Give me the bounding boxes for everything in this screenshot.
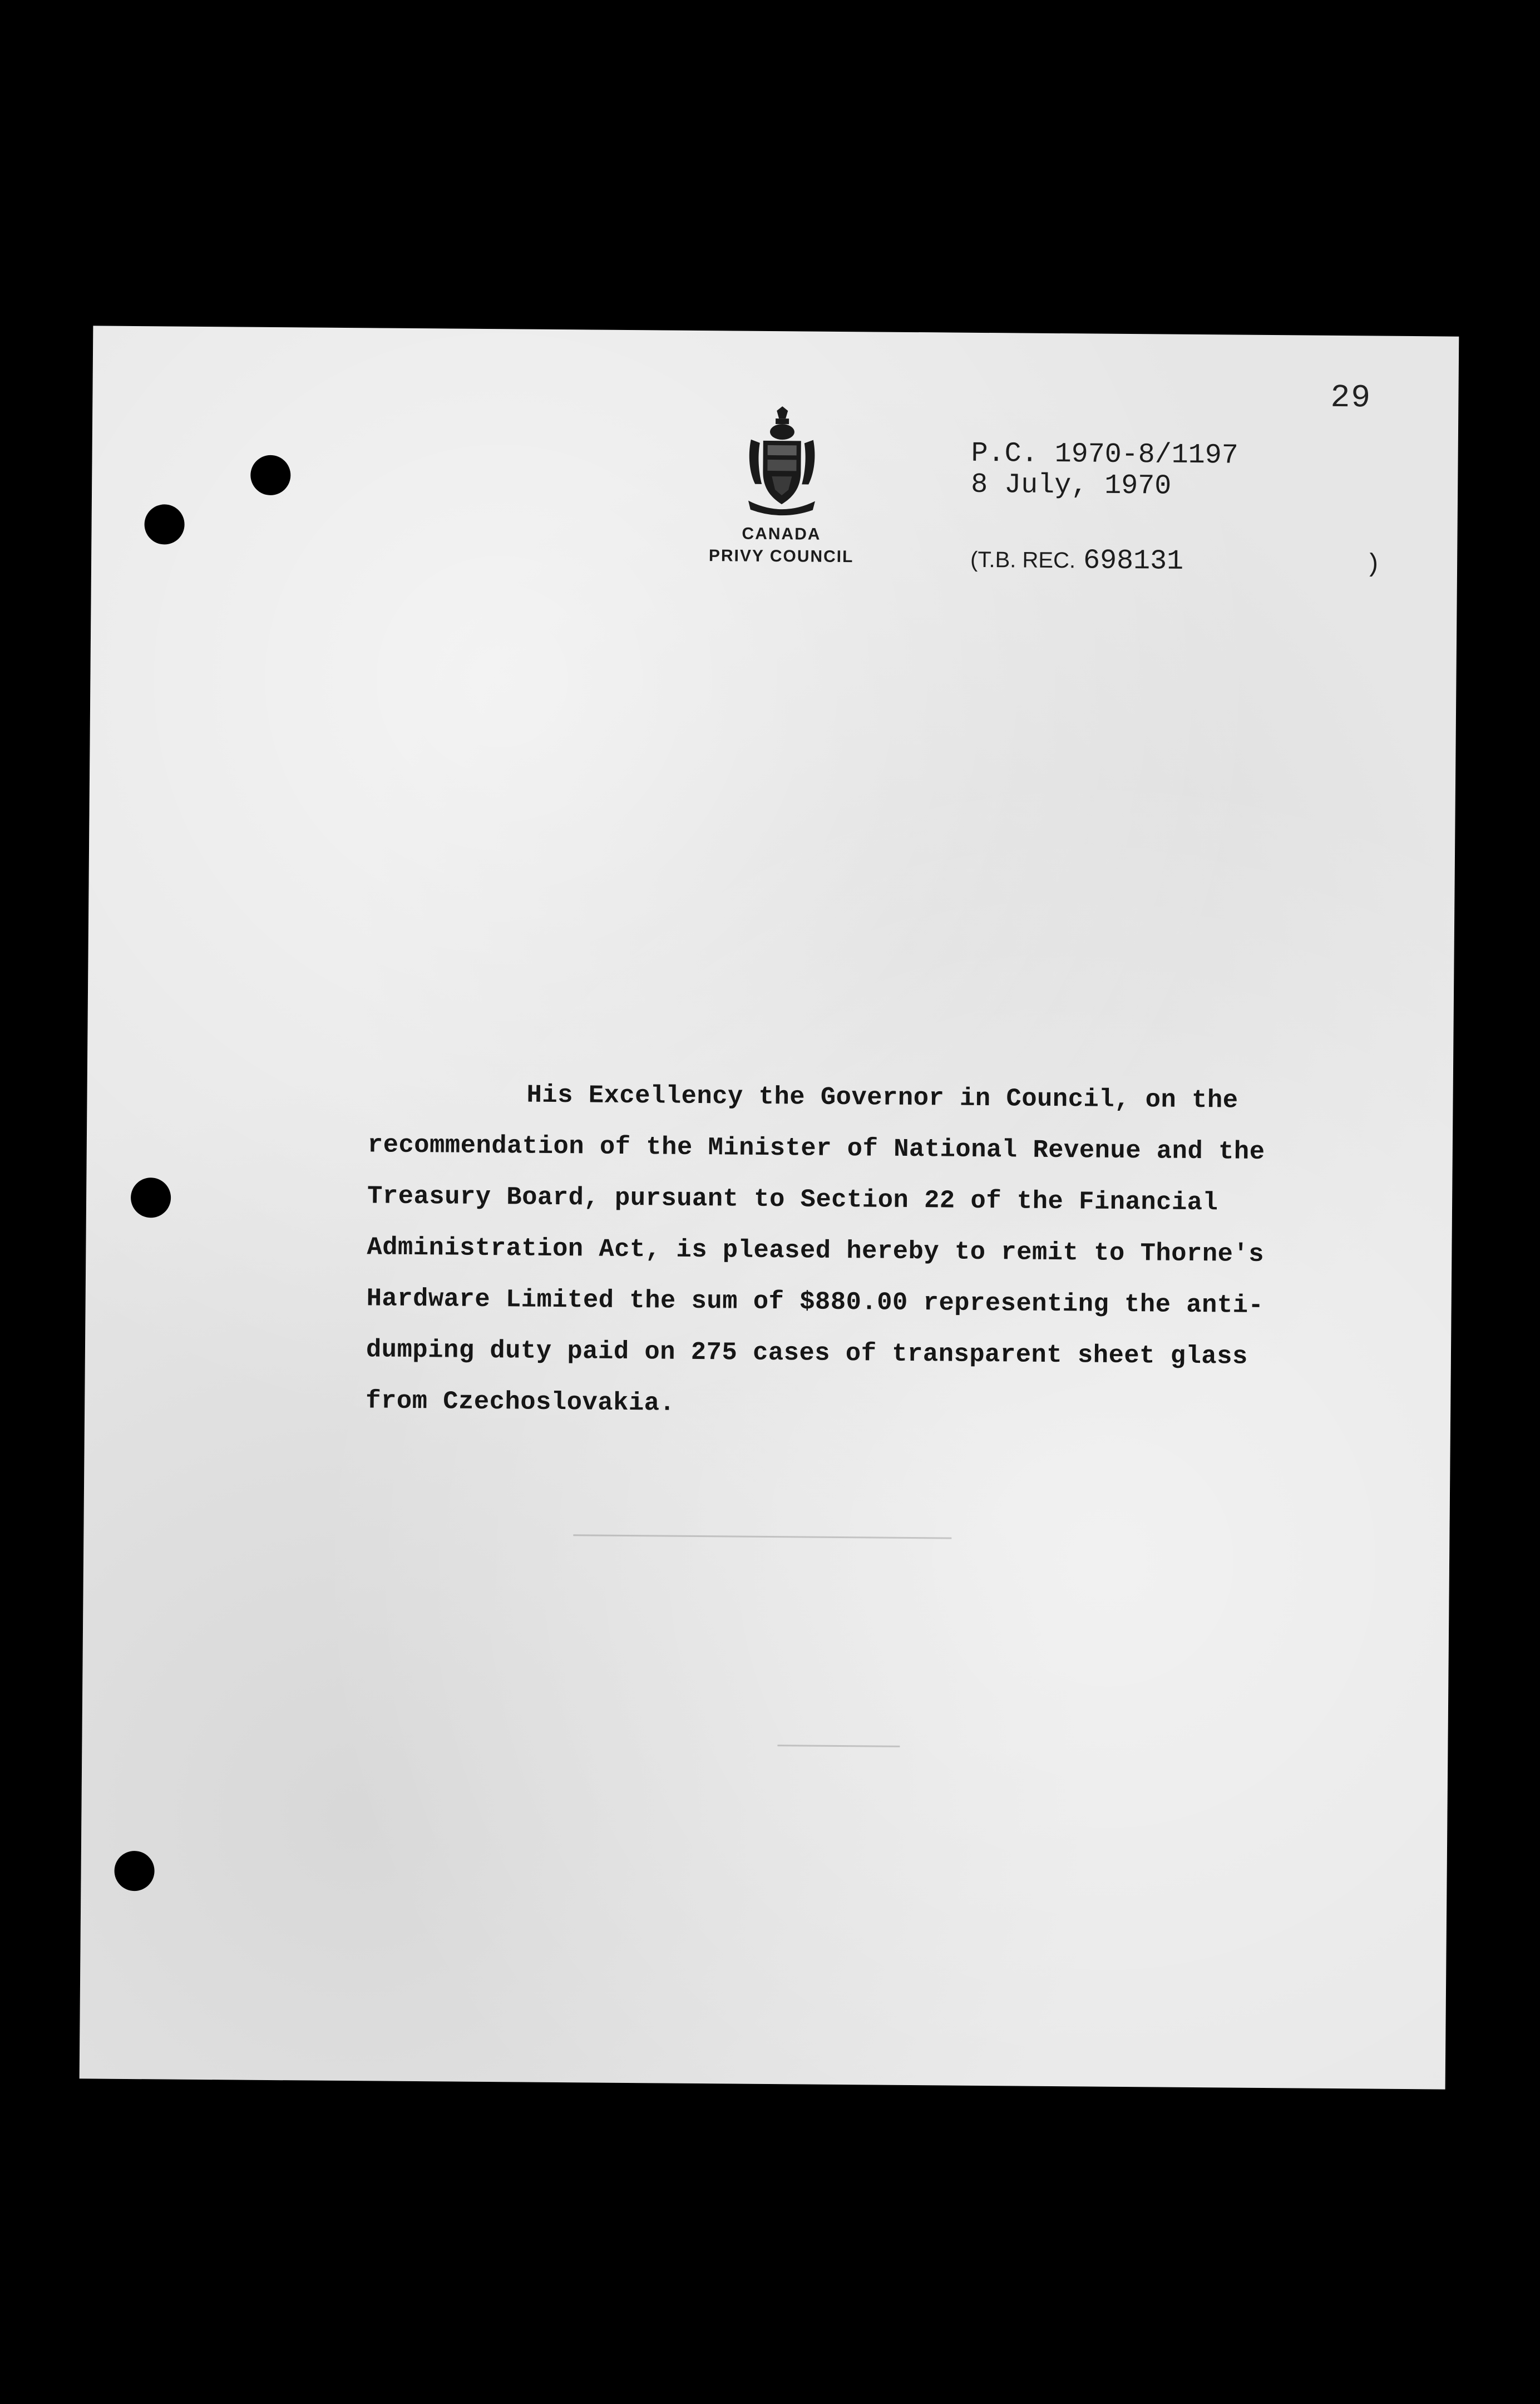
body-line: Hardware Limited the sum of $880.00 representing the anti-	[366, 1284, 1264, 1320]
order-number: P.C. 1970-8/1197	[971, 437, 1238, 472]
punch-hole	[250, 455, 291, 496]
agency-body: PRIVY COUNCIL	[708, 546, 854, 566]
order-date: 8 July, 1970	[970, 469, 1172, 503]
agency-block	[670, 523, 893, 569]
tb-rec-label: (T.B. REC.	[970, 547, 1076, 573]
body-line: Treasury Board, pursuant to Section 22 of the Financial	[367, 1181, 1218, 1218]
body-line: Administration Act, is pleased hereby to remit to Thorne's	[367, 1233, 1265, 1269]
page-number: 29	[1330, 380, 1372, 417]
paper-mark	[777, 1745, 900, 1747]
punch-hole	[114, 1851, 155, 1891]
coat-of-arms-icon	[743, 406, 822, 518]
order-reference	[971, 439, 1238, 503]
body-line: from Czechoslovakia.	[366, 1386, 675, 1418]
tb-rec-close: )	[1365, 550, 1381, 579]
treasury-board-reference	[970, 544, 1183, 578]
body-line: dumping duty paid on 275 cases of transparent sheet glass	[366, 1335, 1248, 1371]
punch-hole	[131, 1178, 171, 1218]
document-page	[80, 326, 1459, 2089]
body-line: recommendation of the Minister of National Revenue and the	[367, 1130, 1265, 1166]
tb-rec-number: 698131	[1083, 545, 1184, 578]
paper-mark	[573, 1534, 951, 1539]
punch-hole	[144, 504, 185, 545]
agency-country: CANADA	[742, 524, 821, 544]
order-body-text	[366, 1068, 1303, 1433]
body-line: His Excellency the Governor in Council, on the	[526, 1080, 1238, 1115]
